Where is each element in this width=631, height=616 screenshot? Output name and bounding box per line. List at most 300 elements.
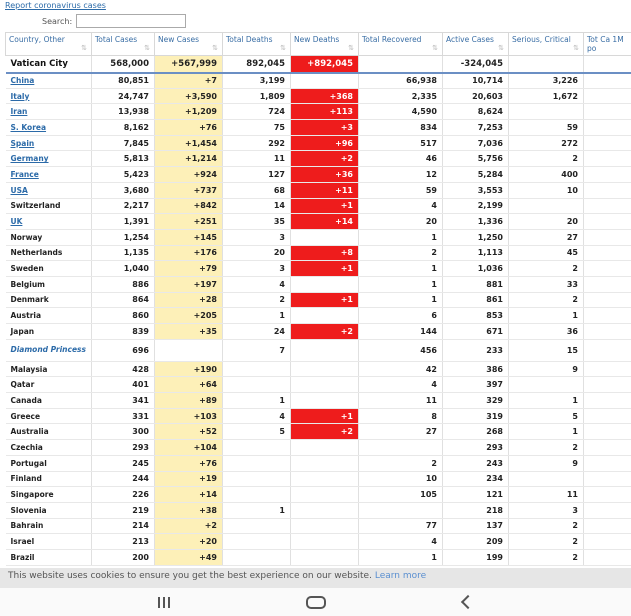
cell-total-deaths — [223, 471, 291, 487]
cell-total-cases: 331 — [92, 408, 155, 424]
col-header-serious-critical[interactable]: Serious, Critical ⇅ — [509, 33, 584, 56]
cell-new-deaths: +36 — [291, 167, 359, 183]
recent-apps-icon[interactable] — [158, 597, 170, 608]
cell-active-cases: -324,045 — [443, 56, 509, 73]
cell-new-deaths — [291, 534, 359, 550]
learn-more-link[interactable]: Learn more — [374, 571, 427, 581]
cell-tot-cases-per-1m — [584, 487, 631, 503]
cell-serious-critical: 5 — [509, 408, 584, 424]
country-link[interactable]: France — [10, 169, 39, 179]
cell-total-cases: 8,162 — [92, 120, 155, 136]
cell-country: Greece — [6, 408, 92, 424]
cell-total-deaths — [223, 440, 291, 456]
country-link[interactable]: USA — [10, 185, 28, 195]
cell-total-deaths: 24 — [223, 324, 291, 340]
cell-country — [6, 182, 92, 198]
cell-total-deaths: 724 — [223, 104, 291, 120]
cell-country: Norway — [6, 229, 92, 245]
cell-new-deaths: +96 — [291, 135, 359, 151]
cell-new-deaths — [291, 276, 359, 292]
cell-total-cases: 7,845 — [92, 135, 155, 151]
cell-active-cases: 7,036 — [443, 135, 509, 151]
cell-new-cases: +20 — [155, 534, 223, 550]
cell-new-deaths: +1 — [291, 408, 359, 424]
cell-total-recovered: 2 — [359, 245, 443, 261]
cell-total-recovered: 4,590 — [359, 104, 443, 120]
cases-table — [5, 32, 631, 566]
cell-total-recovered: 144 — [359, 324, 443, 340]
cell-total-recovered: 2,335 — [359, 88, 443, 104]
cell-new-deaths — [291, 502, 359, 518]
cell-total-recovered: 1 — [359, 292, 443, 308]
cell-country: Singapore — [6, 487, 92, 503]
cell-serious-critical: 2 — [509, 440, 584, 456]
col-header-tot-cases-per-1m[interactable]: Tot Ca 1M po — [584, 33, 631, 56]
cell-total-deaths: 4 — [223, 408, 291, 424]
country-link[interactable]: Iran — [10, 107, 28, 117]
cell-new-cases: +205 — [155, 308, 223, 324]
col-header-total-deaths[interactable]: Total Deaths ⇅ — [223, 33, 291, 56]
home-icon[interactable] — [306, 596, 326, 609]
cell-active-cases: 1,113 — [443, 245, 509, 261]
country-link[interactable]: Spain — [10, 138, 35, 148]
table-row — [6, 549, 631, 565]
cell-new-deaths: +11 — [291, 182, 359, 198]
cell-serious-critical: 1 — [509, 424, 584, 440]
total-row — [6, 56, 631, 73]
cell-country — [6, 104, 92, 120]
cell-total-deaths: 11 — [223, 151, 291, 167]
cell-tot-cases-per-1m — [584, 88, 631, 104]
cell-total-recovered: 4 — [359, 198, 443, 214]
search-row — [42, 14, 186, 28]
table-row — [6, 455, 631, 471]
report-cases-link[interactable]: Report coronavirus cases — [5, 1, 106, 10]
cell-new-deaths — [291, 549, 359, 565]
cell-new-cases: +14 — [155, 487, 223, 503]
cell-total-cases: 568,000 — [92, 56, 155, 73]
table-row — [6, 339, 631, 361]
cell-tot-cases-per-1m — [584, 167, 631, 183]
cell-serious-critical: 9 — [509, 455, 584, 471]
cell-country — [6, 151, 92, 167]
cell-serious-critical: 9 — [509, 361, 584, 377]
cell-total-cases: 1,040 — [92, 261, 155, 277]
cell-new-deaths: +3 — [291, 120, 359, 136]
cell-new-deaths — [291, 73, 359, 89]
cell-total-recovered: 77 — [359, 518, 443, 534]
cell-new-deaths — [291, 393, 359, 409]
cell-tot-cases-per-1m — [584, 229, 631, 245]
table-row — [6, 261, 631, 277]
cell-total-deaths: 1 — [223, 502, 291, 518]
sort-icon: ⇅ — [81, 44, 87, 52]
cell-serious-critical: 11 — [509, 487, 584, 503]
cell-serious-critical: 2 — [509, 518, 584, 534]
cell-active-cases: 234 — [443, 471, 509, 487]
cell-serious-critical: 400 — [509, 167, 584, 183]
country-link[interactable]: UK — [10, 217, 23, 227]
cell-total-cases: 213 — [92, 534, 155, 550]
cell-total-recovered: 27 — [359, 424, 443, 440]
cell-serious-critical: 1 — [509, 308, 584, 324]
col-header-total-cases[interactable]: Total Cases ⇅ — [92, 33, 155, 56]
cell-total-deaths: 1 — [223, 393, 291, 409]
sort-icon: ⇅ — [498, 44, 504, 52]
cell-active-cases: 2,199 — [443, 198, 509, 214]
cell-new-deaths: +368 — [291, 88, 359, 104]
cell-total-deaths: 7 — [223, 339, 291, 361]
table-row — [6, 534, 631, 550]
sort-icon: ⇅ — [212, 44, 218, 52]
cell-total-cases: 300 — [92, 424, 155, 440]
cell-new-deaths — [291, 487, 359, 503]
cell-total-deaths — [223, 518, 291, 534]
cell-active-cases: 1,336 — [443, 214, 509, 230]
cell-total-cases: 244 — [92, 471, 155, 487]
cell-total-cases: 839 — [92, 324, 155, 340]
cell-new-cases — [155, 339, 223, 361]
cell-total-recovered: 46 — [359, 151, 443, 167]
table-row — [6, 104, 631, 120]
table-row — [6, 487, 631, 503]
cell-total-deaths: 2 — [223, 292, 291, 308]
cell-tot-cases-per-1m — [584, 408, 631, 424]
cell-active-cases: 268 — [443, 424, 509, 440]
cell-new-cases: +197 — [155, 276, 223, 292]
cell-new-cases: +103 — [155, 408, 223, 424]
col-header-active-cases[interactable]: Active Cases ⇅ — [443, 33, 509, 56]
cell-serious-critical: 3,226 — [509, 73, 584, 89]
cell-total-cases: 860 — [92, 308, 155, 324]
cell-country: Canada — [6, 393, 92, 409]
cell-serious-critical: 27 — [509, 229, 584, 245]
cell-new-deaths — [291, 518, 359, 534]
cell-active-cases: 853 — [443, 308, 509, 324]
table-row — [6, 408, 631, 424]
col-header-total-recovered[interactable]: Total Recovered ⇅ — [359, 33, 443, 56]
col-header-new-cases[interactable]: New Cases ⇅ — [155, 33, 223, 56]
table-row — [6, 245, 631, 261]
cell-total-recovered: 105 — [359, 487, 443, 503]
cell-new-cases: +145 — [155, 229, 223, 245]
cell-active-cases: 1,036 — [443, 261, 509, 277]
cell-country — [6, 88, 92, 104]
country-link[interactable]: Italy — [10, 91, 30, 101]
sort-icon: ⇅ — [573, 44, 579, 52]
cell-total-cases: 200 — [92, 549, 155, 565]
cell-new-cases: +35 — [155, 324, 223, 340]
sort-icon: ⇅ — [432, 44, 438, 52]
cell-total-recovered: 1 — [359, 261, 443, 277]
country-link[interactable]: Germany — [10, 154, 49, 164]
cell-tot-cases-per-1m — [584, 471, 631, 487]
table-row — [6, 135, 631, 151]
cell-new-deaths: +1 — [291, 292, 359, 308]
cell-tot-cases-per-1m — [584, 393, 631, 409]
cell-serious-critical: 15 — [509, 339, 584, 361]
table-row — [6, 518, 631, 534]
cell-new-deaths: +1 — [291, 261, 359, 277]
cell-serious-critical: 33 — [509, 276, 584, 292]
cell-total-deaths: 14 — [223, 198, 291, 214]
cell-new-deaths — [291, 377, 359, 393]
cell-total-cases: 1,391 — [92, 214, 155, 230]
cookie-banner — [0, 568, 631, 588]
cell-new-cases: +7 — [155, 73, 223, 89]
table-row — [6, 324, 631, 340]
cell-total-deaths: 3 — [223, 229, 291, 245]
cell-total-recovered: 12 — [359, 167, 443, 183]
cell-active-cases: 199 — [443, 549, 509, 565]
table-row — [6, 151, 631, 167]
cell-new-cases: +1,209 — [155, 104, 223, 120]
cell-new-cases: +251 — [155, 214, 223, 230]
cell-total-recovered: 20 — [359, 214, 443, 230]
country-link[interactable]: China — [10, 76, 35, 86]
cell-tot-cases-per-1m — [584, 104, 631, 120]
cell-active-cases: 209 — [443, 534, 509, 550]
cell-total-deaths: 4 — [223, 276, 291, 292]
cell-total-recovered: 4 — [359, 377, 443, 393]
cell-total-cases: 80,851 — [92, 73, 155, 89]
cell-new-cases: +104 — [155, 440, 223, 456]
cell-country: Israel — [6, 534, 92, 550]
cell-total-deaths — [223, 487, 291, 503]
sort-icon: ⇅ — [280, 44, 286, 52]
cell-serious-critical — [509, 198, 584, 214]
cell-country: Portugal — [6, 455, 92, 471]
cell-new-deaths: +892,045 — [291, 56, 359, 73]
cell-new-cases: +924 — [155, 167, 223, 183]
cell-serious-critical — [509, 56, 584, 73]
cell-total-deaths: 292 — [223, 135, 291, 151]
cell-active-cases: 386 — [443, 361, 509, 377]
cell-active-cases: 5,756 — [443, 151, 509, 167]
cell-active-cases: 8,624 — [443, 104, 509, 120]
country-link[interactable]: S. Korea — [10, 122, 47, 132]
table-row — [6, 198, 631, 214]
table-row — [6, 73, 631, 89]
cell-new-deaths — [291, 308, 359, 324]
cell-country: Brazil — [6, 549, 92, 565]
cell-active-cases: 3,553 — [443, 182, 509, 198]
cell-new-cases: +737 — [155, 182, 223, 198]
table-row — [6, 229, 631, 245]
cell-new-deaths: +2 — [291, 424, 359, 440]
cell-total-deaths: 3,199 — [223, 73, 291, 89]
cell-tot-cases-per-1m — [584, 534, 631, 550]
cell-active-cases: 233 — [443, 339, 509, 361]
cell-active-cases: 1,250 — [443, 229, 509, 245]
cell-country: Sweden — [6, 261, 92, 277]
cell-total-deaths: 3 — [223, 261, 291, 277]
cell-tot-cases-per-1m — [584, 549, 631, 565]
cell-new-deaths — [291, 361, 359, 377]
cell-total-cases: 341 — [92, 393, 155, 409]
cell-new-cases: +76 — [155, 120, 223, 136]
cell-total-deaths: 68 — [223, 182, 291, 198]
cell-total-recovered — [359, 56, 443, 73]
cell-tot-cases-per-1m — [584, 198, 631, 214]
cell-total-cases: 219 — [92, 502, 155, 518]
cell-country — [6, 73, 92, 89]
cell-total-recovered: 517 — [359, 135, 443, 151]
cell-serious-critical: 2 — [509, 549, 584, 565]
cell-new-deaths: +113 — [291, 104, 359, 120]
cell-tot-cases-per-1m — [584, 292, 631, 308]
cell-new-cases: +28 — [155, 292, 223, 308]
cell-total-cases: 2,217 — [92, 198, 155, 214]
cell-active-cases: 861 — [443, 292, 509, 308]
table-row — [6, 502, 631, 518]
cell-total-recovered — [359, 502, 443, 518]
cell-tot-cases-per-1m — [584, 276, 631, 292]
cell-total-deaths — [223, 361, 291, 377]
cell-country: Belgium — [6, 276, 92, 292]
table-row — [6, 361, 631, 377]
cell-tot-cases-per-1m — [584, 120, 631, 136]
table-row — [6, 424, 631, 440]
cell-serious-critical: 272 — [509, 135, 584, 151]
cell-tot-cases-per-1m — [584, 440, 631, 456]
cell-serious-critical: 10 — [509, 182, 584, 198]
cell-serious-critical: 36 — [509, 324, 584, 340]
cell-total-recovered — [359, 440, 443, 456]
cell-total-cases: 428 — [92, 361, 155, 377]
cell-serious-critical: 1,672 — [509, 88, 584, 104]
search-label: Search: — [42, 16, 73, 26]
cell-new-cases: +38 — [155, 502, 223, 518]
cell-total-deaths: 1,809 — [223, 88, 291, 104]
cell-total-recovered: 1 — [359, 276, 443, 292]
table-row — [6, 308, 631, 324]
cell-tot-cases-per-1m — [584, 135, 631, 151]
cell-total-recovered: 6 — [359, 308, 443, 324]
cell-active-cases: 319 — [443, 408, 509, 424]
cell-new-deaths: +8 — [291, 245, 359, 261]
cell-active-cases: 7,253 — [443, 120, 509, 136]
cell-total-deaths: 1 — [223, 308, 291, 324]
cell-total-deaths: 892,045 — [223, 56, 291, 73]
cell-country: Switzerland — [6, 198, 92, 214]
cell-total-recovered: 42 — [359, 361, 443, 377]
cell-new-deaths: +1 — [291, 198, 359, 214]
table-row — [6, 292, 631, 308]
search-input[interactable] — [76, 14, 186, 28]
cell-total-cases: 401 — [92, 377, 155, 393]
table-row — [6, 393, 631, 409]
cell-active-cases: 243 — [443, 455, 509, 471]
table-row — [6, 88, 631, 104]
cell-country: Vatican City — [6, 56, 92, 73]
cell-tot-cases-per-1m — [584, 214, 631, 230]
back-icon[interactable] — [461, 595, 475, 609]
cell-country: Netherlands — [6, 245, 92, 261]
cell-total-cases: 1,254 — [92, 229, 155, 245]
cell-total-cases: 696 — [92, 339, 155, 361]
sort-icon: ⇅ — [348, 44, 354, 52]
cell-total-recovered: 456 — [359, 339, 443, 361]
col-header-new-deaths[interactable]: New Deaths ⇅ — [291, 33, 359, 56]
cell-new-cases: +76 — [155, 455, 223, 471]
cell-country: Austria — [6, 308, 92, 324]
cell-tot-cases-per-1m — [584, 324, 631, 340]
cell-tot-cases-per-1m — [584, 308, 631, 324]
table-row — [6, 214, 631, 230]
cell-total-deaths: 127 — [223, 167, 291, 183]
cell-active-cases: 218 — [443, 502, 509, 518]
table-row — [6, 276, 631, 292]
cell-active-cases: 397 — [443, 377, 509, 393]
cell-total-recovered: 11 — [359, 393, 443, 409]
cell-tot-cases-per-1m — [584, 73, 631, 89]
table-row — [6, 120, 631, 136]
cell-new-cases: +176 — [155, 245, 223, 261]
cell-country: Denmark — [6, 292, 92, 308]
cell-active-cases: 881 — [443, 276, 509, 292]
cell-tot-cases-per-1m — [584, 502, 631, 518]
cell-tot-cases-per-1m — [584, 361, 631, 377]
cell-country: Czechia — [6, 440, 92, 456]
cell-new-cases: +567,999 — [155, 56, 223, 73]
cell-country: Diamond Princess — [6, 339, 92, 361]
cell-country: Malaysia — [6, 361, 92, 377]
cell-total-cases: 886 — [92, 276, 155, 292]
cell-new-cases: +3,590 — [155, 88, 223, 104]
col-header-country[interactable]: Country, Other ⇅ — [6, 33, 92, 56]
cell-new-cases: +49 — [155, 549, 223, 565]
cell-new-cases: +64 — [155, 377, 223, 393]
cell-tot-cases-per-1m — [584, 339, 631, 361]
cell-tot-cases-per-1m — [584, 56, 631, 73]
cell-country: Australia — [6, 424, 92, 440]
cell-total-cases: 5,423 — [92, 167, 155, 183]
cell-country: Finland — [6, 471, 92, 487]
cookie-text: This website uses cookies to ensure you get the best experience on our website. — [8, 571, 372, 581]
cell-total-deaths — [223, 549, 291, 565]
cell-tot-cases-per-1m — [584, 455, 631, 471]
cell-total-recovered: 2 — [359, 455, 443, 471]
cell-country: Qatar — [6, 377, 92, 393]
cell-total-deaths: 35 — [223, 214, 291, 230]
cell-total-cases: 293 — [92, 440, 155, 456]
cell-total-cases: 5,813 — [92, 151, 155, 167]
cell-total-deaths — [223, 534, 291, 550]
cell-new-deaths — [291, 339, 359, 361]
cell-serious-critical: 20 — [509, 214, 584, 230]
table-row — [6, 440, 631, 456]
cell-serious-critical — [509, 377, 584, 393]
header-row — [6, 33, 631, 56]
cell-total-recovered: 834 — [359, 120, 443, 136]
cell-tot-cases-per-1m — [584, 518, 631, 534]
cell-new-cases: +2 — [155, 518, 223, 534]
cell-new-cases: +52 — [155, 424, 223, 440]
cell-active-cases: 5,284 — [443, 167, 509, 183]
cell-serious-critical: 2 — [509, 534, 584, 550]
cell-country: Japan — [6, 324, 92, 340]
cell-tot-cases-per-1m — [584, 377, 631, 393]
cell-total-cases: 226 — [92, 487, 155, 503]
cell-new-cases: +1,454 — [155, 135, 223, 151]
cell-country — [6, 167, 92, 183]
cell-serious-critical — [509, 104, 584, 120]
cell-total-cases: 245 — [92, 455, 155, 471]
cell-serious-critical: 2 — [509, 292, 584, 308]
cell-serious-critical — [509, 471, 584, 487]
cell-new-cases: +79 — [155, 261, 223, 277]
